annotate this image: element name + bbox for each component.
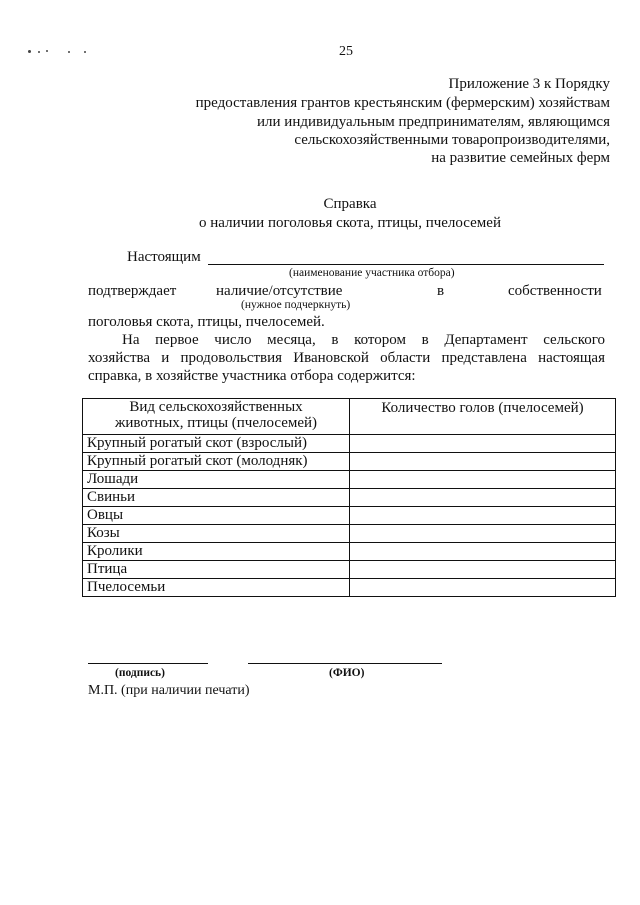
table-row [83,489,616,507]
word-podtverzhdaet: подтверждает [88,283,177,299]
scan-speck [68,51,70,53]
table-row [83,453,616,471]
species-cell: Кролики [83,543,350,561]
species-cell: Свиньи [83,489,350,507]
table-row [83,507,616,525]
count-cell[interactable] [350,525,616,543]
underline-hint: (нужное подчеркнуть) [241,299,351,311]
signature-line[interactable] [88,663,208,664]
fio-hint: (ФИО) [329,667,365,679]
header-count: Количество голов (пчелосемей) [350,399,616,435]
word-sobstvennosti: собственности [508,283,602,299]
count-cell[interactable] [350,579,616,597]
paragraph-line: справка, в хозяйстве участника отбора содержится: [88,368,416,384]
count-cell[interactable] [350,543,616,561]
count-cell[interactable] [350,435,616,453]
signature-hint: (подпись) [115,667,165,679]
livestock-table [82,398,616,597]
appendix-line: на развитие семейных ферм [431,150,610,166]
header-species-line2: животных, птицы (пчелосемей) [114,415,318,431]
species-cell: Крупный рогатый скот (взрослый) [83,435,350,453]
count-cell[interactable] [350,561,616,579]
table-row [83,435,616,453]
table-header-row [83,399,616,435]
document-title: Справка [323,196,377,212]
species-cell: Овцы [83,507,350,525]
appendix-title: Приложение 3 к Порядку [448,76,610,92]
count-cell[interactable] [350,507,616,525]
participant-name-line[interactable] [208,264,604,265]
header-species [83,399,350,435]
paragraph-line: хозяйства и продовольствия Ивановской области представлена настоящая [88,350,605,366]
table-row [83,471,616,489]
page-number: 25 [339,44,353,59]
count-cell[interactable] [350,489,616,507]
paragraph-line: На первое число месяца, в котором в Департамент сельского [122,332,605,348]
line-pogolovya: поголовья скота, птицы, пчелосемей. [88,314,325,330]
appendix-line: предоставления грантов крестьянским (фермерским) хозяйствам [195,95,610,111]
appendix-line: сельскохозяйственными товаропроизводителями, [294,132,610,148]
word-nalichie-otsutstvie[interactable]: наличие/отсутствие [216,283,343,299]
species-cell: Крупный рогатый скот (молодняк) [83,453,350,471]
header-species-line1: Вид сельскохозяйственных [129,399,303,415]
fio-line[interactable] [248,663,442,664]
species-cell: Лошади [83,471,350,489]
scan-speck [28,50,31,53]
participant-hint: (наименование участника отбора) [289,267,455,279]
scan-speck [38,51,40,53]
scan-speck [46,50,48,52]
word-v: в [437,283,445,299]
species-cell: Козы [83,525,350,543]
count-cell[interactable] [350,453,616,471]
nastoyashchim-label: Настоящим [127,249,201,265]
table-row [83,525,616,543]
species-cell: Птица [83,561,350,579]
scan-speck [84,51,86,53]
document-subtitle: о наличии поголовья скота, птицы, пчелосемей [199,215,501,231]
species-cell: Пчелосемьи [83,579,350,597]
table-row [83,543,616,561]
table-row [83,579,616,597]
count-cell[interactable] [350,471,616,489]
stamp-note: М.П. (при наличии печати) [88,683,250,698]
table-row [83,561,616,579]
appendix-line: или индивидуальным предпринимателям, являющимся [257,114,610,130]
